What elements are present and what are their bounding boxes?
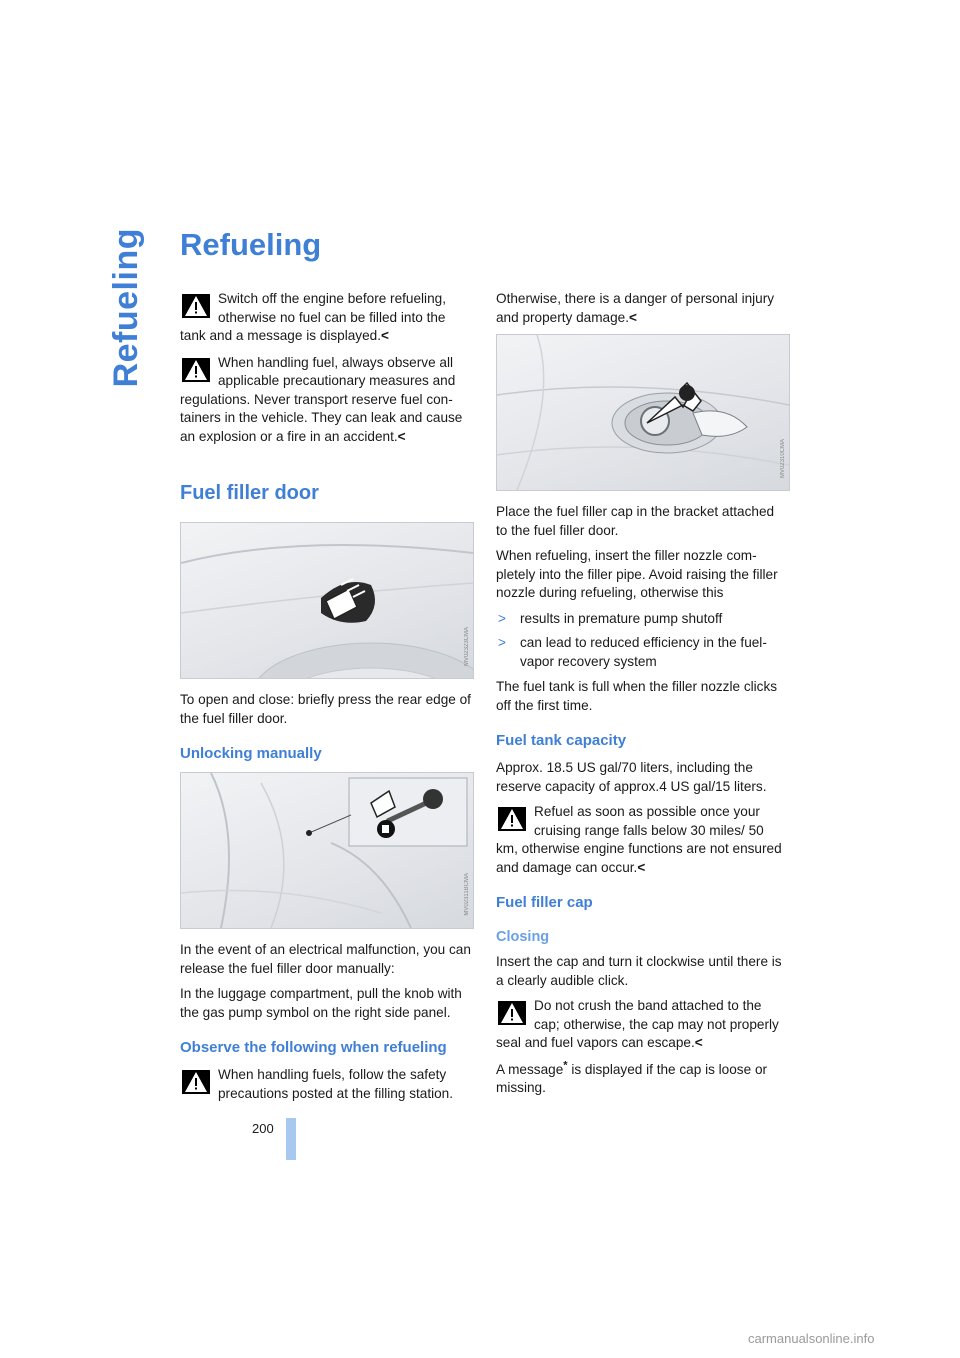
- warning-safety-precautions: [180, 1066, 473, 1103]
- warning-engine-off: [180, 290, 473, 346]
- nozzle-consequences-list: [496, 610, 789, 672]
- warning-text: When handling fuel, always observe all applicable precautionary measures and regulations. Never transport reserve fuel con-tainers in the vehicle. They can leak and cause an explosion or a fire in an accident.: [180, 354, 463, 444]
- paragraph-luggage-knob: In the luggage compartment, pull the knob with the gas pump symbol on the right side panel.: [180, 986, 462, 1020]
- end-mark: <: [629, 309, 637, 325]
- bullet-marker: >: [498, 635, 506, 650]
- warning-text: Switch off the engine before refueling, otherwise no fuel can be filled into the tank and a message is displayed.: [180, 291, 446, 343]
- list-item: [496, 610, 789, 629]
- figure-fuel-door: [180, 522, 474, 679]
- bullet-marker: >: [498, 610, 506, 626]
- message-text-b: is displayed if the cap is loose or missing.: [496, 1061, 768, 1095]
- page-number: 200: [252, 1121, 274, 1136]
- end-mark: <: [637, 859, 646, 875]
- end-mark: <: [694, 1035, 703, 1050]
- left-column: [180, 290, 473, 1111]
- figure-code: MV02310CMA: [780, 438, 786, 478]
- warning-triangle-icon: [182, 294, 210, 318]
- figure-fuel-cap-bracket: [496, 334, 790, 491]
- subheading-observe-refueling: Observe the following when refueling: [180, 1039, 447, 1056]
- page-title: Refueling: [180, 227, 322, 262]
- warning-handling-fuel: [180, 354, 473, 447]
- figure-luggage-knob: [180, 772, 474, 929]
- paragraph-otherwise: Otherwise, there is a danger of personal injury and property damage.: [496, 291, 775, 325]
- warning-triangle-icon: [498, 1001, 526, 1025]
- paragraph-message: [496, 1058, 789, 1098]
- warning-triangle-icon: [498, 807, 526, 831]
- warning-triangle-icon: [182, 1070, 210, 1094]
- warning-band: [496, 997, 789, 1053]
- paragraph-closing: Insert the cap and turn it clockwise until there is a clearly audible click.: [496, 954, 782, 988]
- page-thumb-bar: [286, 1118, 296, 1160]
- right-column: [496, 290, 789, 1105]
- warning-text: Refuel as soon as possible once your cruising range falls below 30 miles/ 50 km, otherwise engine functions are not ensured and damage can occur.: [496, 804, 782, 875]
- warning-cruising-range: [496, 803, 789, 877]
- side-title: Refueling: [107, 228, 145, 388]
- paragraph-malfunction: In the event of an electrical malfunction, you can release the fuel filler door manually:: [180, 942, 471, 976]
- list-item-text: can lead to reduced efficiency in the fuel-vapor recovery system: [520, 635, 767, 669]
- subheading-fuel-tank-capacity: Fuel tank capacity: [496, 732, 627, 749]
- paragraph-insert-nozzle: When refueling, insert the filler nozzle com-pletely into the filler pipe. Avoid raising the filler nozzle during refueling, otherwise this: [496, 548, 778, 600]
- message-text-a: A message: [496, 1061, 564, 1077]
- watermark: carmanualsonline.info: [748, 1331, 875, 1346]
- optional-equipment-star: *: [563, 1058, 568, 1071]
- subheading-unlocking-manually: Unlocking manually: [180, 745, 322, 762]
- figure-code: MV02311BCMA: [464, 873, 470, 916]
- list-item-text: results in premature pump shutoff: [520, 610, 723, 626]
- end-mark: <: [381, 328, 389, 343]
- end-mark: <: [397, 428, 406, 444]
- paragraph-tank-full: The fuel tank is full when the filler nozzle clicks off the first time.: [496, 679, 778, 713]
- subheading-closing: Closing: [496, 929, 550, 945]
- figure-code: MV02323CMA: [464, 626, 470, 666]
- warning-triangle-icon: [182, 358, 210, 382]
- section-fuel-filler-door: Fuel filler door: [180, 482, 319, 504]
- warning-text: Do not crush the band attached to the cap; otherwise, the cap may not properly seal and fuel vapors can escape.: [496, 998, 779, 1050]
- subheading-fuel-filler-cap: Fuel filler cap: [496, 894, 593, 911]
- paragraph-open-close: To open and close: briefly press the rear edge of the fuel filler door.: [180, 692, 471, 726]
- warning-text: When handling fuels, follow the safety precautions posted at the filling station.: [218, 1067, 454, 1101]
- list-item: [496, 634, 789, 671]
- paragraph-capacity: Approx. 18.5 US gal/70 liters, including the reserve capacity of approx.4 US gal/15 liters.: [496, 760, 767, 794]
- paragraph-place-cap: Place the fuel filler cap in the bracket attached to the fuel filler door.: [496, 504, 775, 538]
